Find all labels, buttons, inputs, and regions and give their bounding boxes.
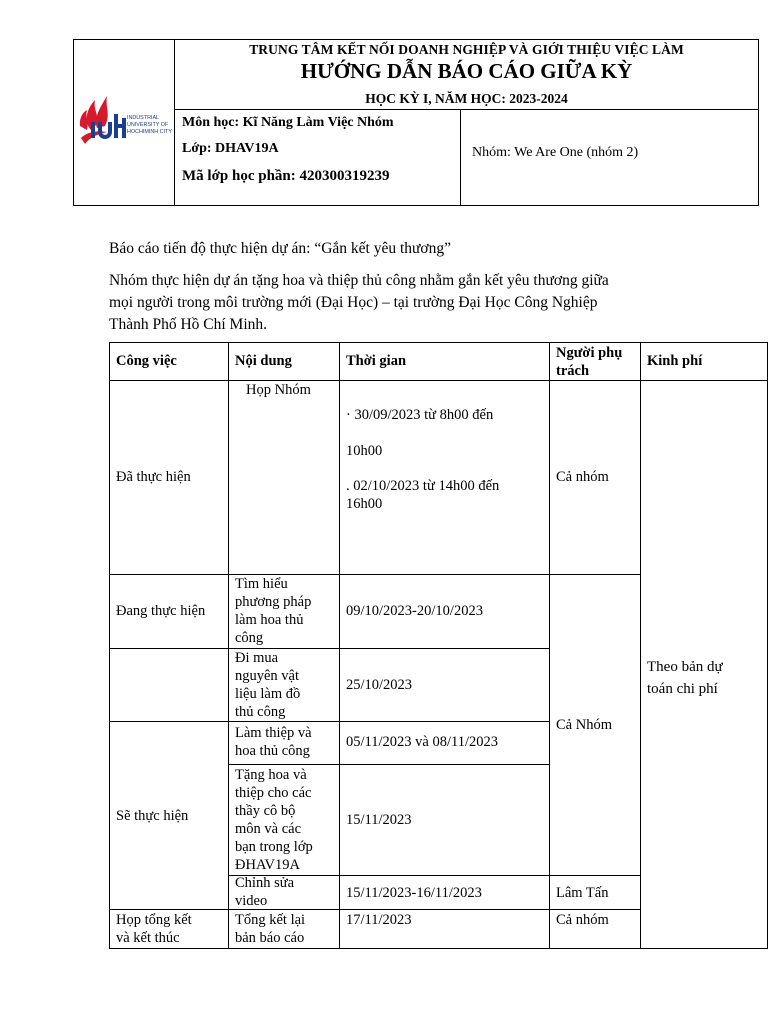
- university-logo: [77, 92, 173, 154]
- person-done: Cả nhóm: [556, 469, 609, 485]
- content-research-2: phương pháp: [235, 594, 312, 610]
- logo-cell: [74, 40, 175, 205]
- content-gift-5: bạn trong lớp: [235, 839, 313, 855]
- content-buy-1: Đi mua: [235, 650, 279, 666]
- content-buy-3: liệu làm đồ: [235, 686, 301, 702]
- time-make: 05/11/2023 và 08/11/2023: [346, 734, 498, 750]
- semester: HỌC KỲ I, NĂM HỌC: 2023-2024: [365, 91, 568, 106]
- budget-value-1: Theo bản dự: [647, 659, 723, 675]
- content-final-1: Tổng kết lại: [235, 912, 306, 928]
- content-edit-1: Chỉnh sửa: [235, 875, 295, 891]
- course-name: Môn học: Kĩ Năng Làm Việc Nhóm: [182, 115, 394, 130]
- report-line: Báo cáo tiến độ thực hiện dự án: “Gắn kết yêu thương”: [109, 240, 452, 257]
- time-final: 17/11/2023: [346, 912, 412, 928]
- content-gift-1: Tặng hoa và: [235, 767, 307, 783]
- content-make-2: hoa thủ công: [235, 743, 310, 759]
- time-done-3: . 02/10/2023 từ 14h00 đến: [346, 478, 500, 494]
- desc-line-2: mọi người trong môi trường mới (Đại Học) – tại trường Đại Học Công Nghiệp: [109, 294, 598, 311]
- content-gift-4: môn và các: [235, 821, 302, 837]
- content-research-3: làm hoa thủ: [235, 612, 304, 628]
- task-planned: Sẽ thực hiện: [116, 808, 189, 824]
- col-header-person-1: Người phụ: [556, 345, 623, 361]
- col-header-content: Nội dung: [235, 353, 292, 369]
- desc-line-1: Nhóm thực hiện dự án tặng hoa và thiệp thủ công nhằm gắn kết yêu thương giữa: [109, 272, 609, 289]
- content-make-1: Làm thiệp và: [235, 725, 312, 741]
- time-done-4: 16h00: [346, 496, 383, 512]
- center-name: TRUNG TÂM KẾT NỐI DOANH NGHIỆP VÀ GIỚI THIỆU VIỆC LÀM: [249, 42, 684, 57]
- person-middle: Cả Nhóm: [556, 717, 612, 733]
- content-gift-3: thầy cô bộ: [235, 803, 296, 819]
- header-box: [73, 39, 759, 206]
- doc-title: HƯỚNG DẪN BÁO CÁO GIỮA KỲ: [300, 59, 633, 83]
- time-gift: 15/11/2023: [346, 812, 412, 828]
- section-code: Mã lớp học phần: 420300319239: [182, 168, 390, 184]
- group-name: Nhóm: We Are One (nhóm 2): [472, 145, 639, 160]
- content-gift-6: ĐHAV19A: [235, 857, 300, 873]
- col-header-time: Thời gian: [346, 353, 407, 369]
- time-buy: 25/10/2023: [346, 677, 413, 693]
- class-name: Lớp: DHAV19A: [182, 141, 279, 156]
- content-buy-2: nguyên vật: [235, 668, 300, 684]
- person-final: Cả nhóm: [556, 912, 609, 928]
- course-info: [175, 110, 461, 205]
- col-header-task: Công việc: [116, 353, 177, 369]
- content-research-4: công: [235, 630, 264, 646]
- logo-text-2: UNIVERSITY OF: [127, 122, 169, 128]
- content-buy-4: thủ công: [235, 704, 286, 720]
- person-edit: Lâm Tấn: [556, 885, 609, 901]
- logo-text-3: HOCHIMINH CITY: [127, 129, 172, 135]
- content-edit-2: video: [235, 893, 268, 909]
- time-research: 09/10/2023-20/10/2023: [346, 603, 483, 619]
- content-meeting: Họp Nhóm: [246, 382, 311, 398]
- content-research-1: Tìm hiểu: [235, 576, 288, 592]
- content-final-2: bản báo cáo: [235, 930, 305, 946]
- task-done: Đã thực hiện: [116, 469, 191, 485]
- desc-line-3: Thành Phố Hồ Chí Minh.: [109, 316, 268, 333]
- task-ongoing: Đang thực hiện: [116, 603, 206, 619]
- col-header-budget: Kinh phí: [647, 353, 703, 369]
- logo-text-1: INDUSTRIAL: [127, 115, 160, 121]
- budget-value-2: toán chi phí: [647, 681, 718, 697]
- task-final-2: và kết thúc: [116, 930, 180, 946]
- header-info: [175, 109, 758, 205]
- time-done-1: · 30/09/2023 từ 8h00 đến: [346, 407, 494, 423]
- task-final-1: Họp tổng kết: [116, 912, 192, 928]
- col-header-person-2: trách: [556, 363, 590, 379]
- time-edit: 15/11/2023-16/11/2023: [346, 885, 482, 901]
- time-done-2: 10h00: [346, 443, 383, 459]
- content-gift-2: thiệp cho các: [235, 785, 312, 801]
